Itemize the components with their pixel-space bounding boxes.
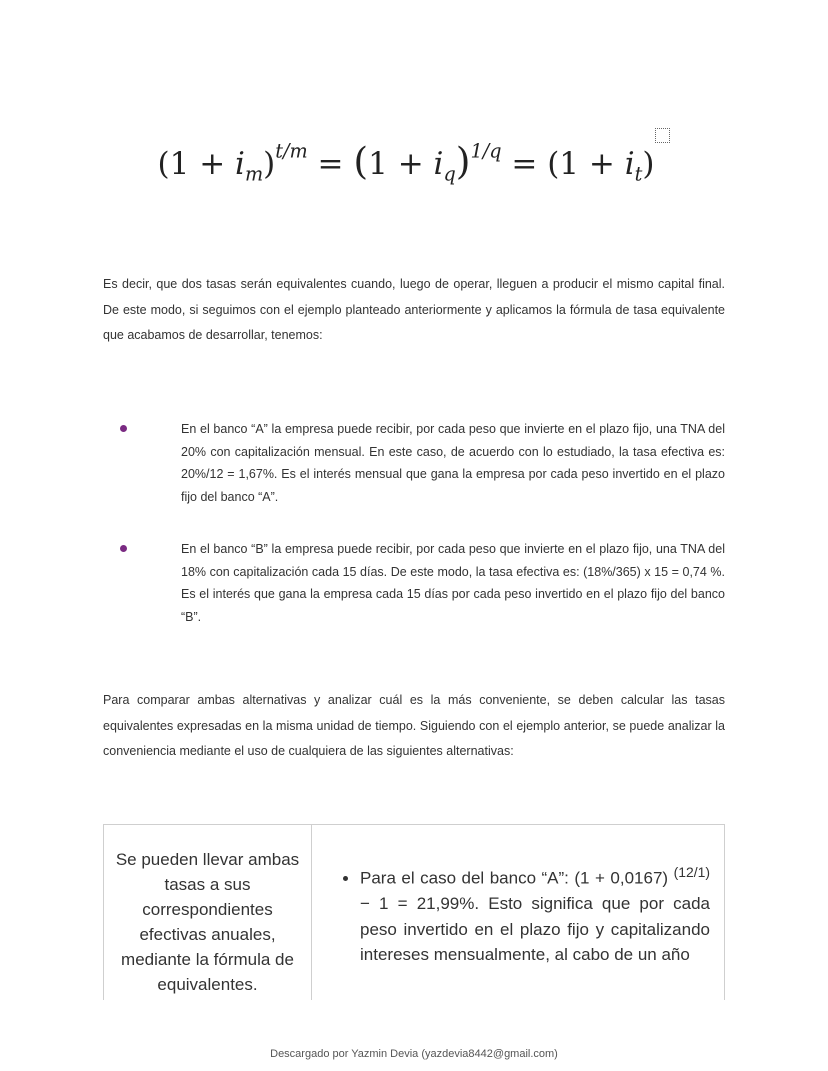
placeholder-box-icon — [655, 128, 670, 143]
formula-paren: ) — [455, 139, 471, 183]
formula-paren: ( — [353, 139, 369, 183]
table-list — [340, 860, 710, 968]
formula-sub: t — [634, 162, 643, 186]
exponent: (12/1) — [673, 864, 710, 880]
formula-sub: m — [244, 162, 264, 186]
formula-exponent: t/m — [275, 139, 308, 163]
formula-exponent: 1/q — [470, 139, 502, 163]
formula-sub: q — [443, 162, 456, 186]
bullet-dot-icon — [120, 425, 127, 432]
formula-part: (1 + — [157, 146, 236, 182]
table-cell-left: Se pueden llevar ambas tasas a sus correspondientes efectivas anuales, mediante la fórmula de equivalentes. — [104, 825, 312, 1000]
paragraph-intro: Es decir, que dos tasas serán equivalentes cuando, luego de operar, lleguen a producir el mismo capital final. De este modo, si seguimos con el ejemplo planteado anteriormente y aplicamos la fórmula de tasa equivalente que acabamos de desarrollar, tenemos: — [103, 277, 725, 342]
formula-equals: = — [307, 146, 354, 182]
bullet-dot-icon — [120, 545, 127, 552]
bullet-item-bank-a: En el banco “A” la empresa puede recibir, por cada peso que invierte en el plazo fijo, una TNA del 20% con capitalización mensual. En este caso, de acuerdo con lo estudiado, la tasa efectiva es: 20%/12 = 1,67%. Es el interés mensual que gana la empresa por cada peso invertido en el plazo fijo del banco “A”. — [181, 422, 725, 504]
formula-part: ) — [642, 146, 655, 182]
formula-var: i — [433, 146, 444, 182]
alternatives-table — [103, 824, 725, 1000]
formula-equals: = — [501, 146, 548, 182]
equivalent-rate-formula — [0, 128, 828, 186]
paragraph-compare: Para comparar ambas alternativas y analizar cuál es la más conveniente, se deben calcular las tasas equivalentes expresadas en la misma unidad de tiempo. Siguiendo con el ejemplo anterior, se puede analizar la conveniencia mediante el uso de cualquiera de las siguientes alternativas: — [103, 693, 725, 758]
formula-var: i — [235, 146, 245, 182]
table-cell-right — [312, 825, 724, 1000]
formula-part: 1 + — [368, 146, 434, 182]
list-item-text: − 1 = 21,99%. Esto significa que por cada peso invertido en el plazo fijo y capitalizando intereses mensualmente, al cabo de un año — [360, 894, 710, 965]
formula-part: ) — [263, 146, 276, 182]
formula-var: i — [624, 146, 635, 182]
list-item — [360, 860, 710, 968]
list-item-text: Para el caso del banco “A”: (1 + 0,0167) — [360, 868, 674, 888]
bullet-item-bank-b: En el banco “B” la empresa puede recibir, por cada peso que invierte en el plazo fijo, una TNA del 18% con capitalización cada 15 días. De este modo, la tasa efectiva es: (18%/365) x 15 = 0,74 %. Es el interés que gana la empresa cada 15 días por cada peso invertido en el plazo fijo del banco “B”. — [181, 542, 725, 624]
download-footer: Descargado por Yazmin Devia (yazdevia8442@gmail.com) — [270, 1048, 558, 1060]
formula-part: (1 + — [547, 146, 625, 182]
